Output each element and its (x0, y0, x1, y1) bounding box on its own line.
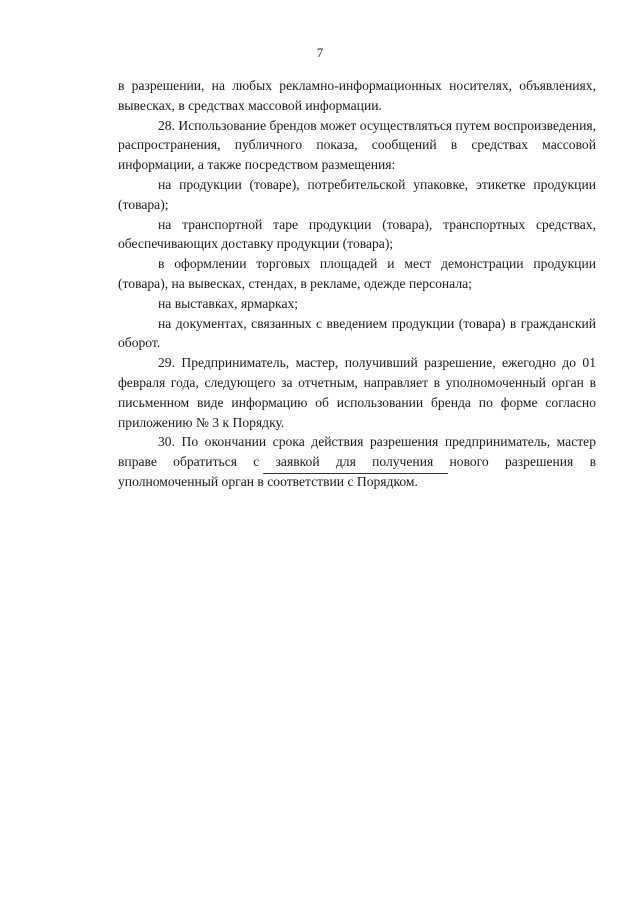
paragraph-28-item-products: на продукции (товаре), потребительской упаковке, этикетке продукции (товара); (118, 176, 596, 212)
end-of-document-rule (263, 473, 448, 474)
paragraph-continuation: в разрешении, на любых рекламно-информационных носителях, объявлениях, вывесках, в средствах массовой информации. (118, 78, 596, 113)
paragraph-28-item-exhibitions: на выставках, ярмарках; (158, 295, 299, 311)
document-body (118, 76, 596, 492)
page-number: 7 (316, 45, 324, 60)
paragraph-28: 28. Использование брендов может осуществляться путем воспроизведения, распространения, публичного показа, сообщений в средствах массовой информации, а также посредством размещения: (118, 117, 596, 173)
paragraph-28-item-documents: на документах, связанных с введением продукции (товара) в гражданский оборот. (118, 315, 596, 351)
paragraph-28-item-trade-areas: в оформлении торговых площадей и мест демонстрации продукции (товара), на вывесках, стендах, в рекламе, одежде персонала; (118, 256, 596, 291)
paragraph-28-item-transport: на транспортной таре продукции (товара), транспортных средствах, обеспечивающих доставку продукции (товара); (118, 216, 596, 252)
paragraph-29: 29. Предприниматель, мастер, получивший разрешение, ежегодно до 01 февраля года, следующего за отчетным, направляет в уполномоченный орган в письменном виде информацию об использовании бренда по форме согласно приложению № 3 к Порядку. (118, 355, 596, 430)
paragraph-30: 30. По окончании срока действия разрешения предприниматель, мастер вправе обратиться с заявкой для получения нового разрешения в уполномоченный орган в соответствии с Порядком. (118, 434, 596, 489)
